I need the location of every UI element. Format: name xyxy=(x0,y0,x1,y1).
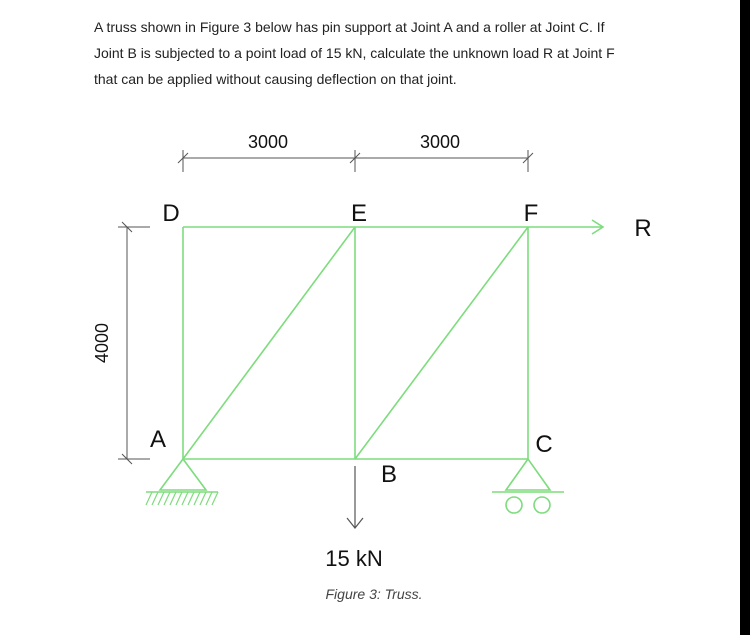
pin-support-hatch xyxy=(146,492,218,505)
problem-line-2: Joint B is subjected to a point load of 15 kN, calculate the unknown load R at Joint F xyxy=(94,45,615,61)
roller-support-triangle xyxy=(506,459,550,490)
roller-support-C xyxy=(492,459,564,513)
top-dimension xyxy=(178,132,533,172)
force-R-label: R xyxy=(634,215,652,242)
joint-label-C: C xyxy=(535,431,553,458)
load-arrow xyxy=(347,466,363,528)
joint-label-F: F xyxy=(523,200,539,227)
member-BF xyxy=(355,227,528,459)
roller-wheel-left xyxy=(506,497,522,513)
pin-support-A xyxy=(146,459,218,505)
dimension-label-left: 3000 xyxy=(247,132,289,152)
problem-line-3: that can be applied without causing deflection on that joint. xyxy=(94,71,457,87)
figure-caption: Figure 3: Truss. xyxy=(325,586,423,602)
roller-wheel-right xyxy=(534,497,550,513)
load-label: 15 kN xyxy=(325,546,383,571)
truss-members xyxy=(183,227,528,459)
left-dimension xyxy=(92,222,150,464)
problem-line-1: A truss shown in Figure 3 below has pin support at Joint A and a roller at Joint C. If xyxy=(94,19,605,35)
joint-label-E: E xyxy=(350,200,368,227)
pin-support-triangle xyxy=(160,459,206,490)
joint-label-B: B xyxy=(380,461,398,488)
force-R-arrow xyxy=(528,220,603,234)
member-AE xyxy=(183,227,355,459)
joint-label-D: D xyxy=(162,200,180,227)
dimension-label-right: 3000 xyxy=(419,132,461,152)
dimension-label-height: 4000 xyxy=(92,322,112,364)
joint-label-A: A xyxy=(149,426,167,453)
